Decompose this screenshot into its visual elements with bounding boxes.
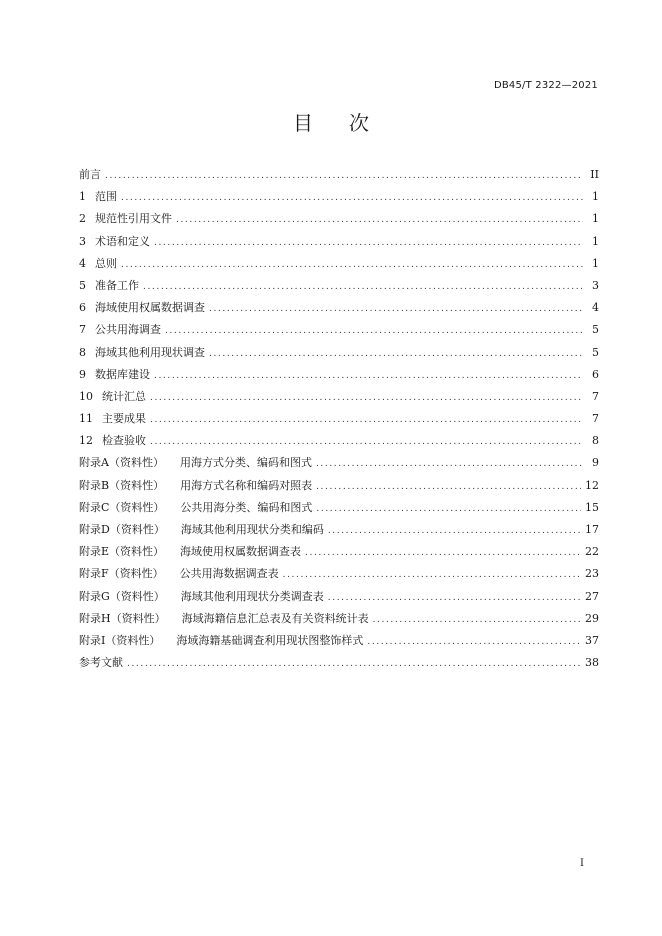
page-title [0, 107, 662, 136]
toc-entry[interactable] [79, 386, 599, 408]
toc-entry-number: 10 [79, 389, 93, 403]
toc-entry-number: 11 [79, 412, 93, 426]
toc-entry-title: 范围 [95, 190, 117, 204]
toc-entry-page: 7 [592, 412, 599, 426]
toc-entry-page: II [590, 168, 599, 181]
toc-entry-page: 22 [585, 545, 599, 559]
toc-entry[interactable] [79, 186, 599, 208]
toc-entry-label [79, 186, 117, 208]
toc-leader-dots [209, 298, 583, 320]
toc-entry[interactable] [79, 586, 599, 608]
toc-entry-title: 规范性引用文件 [95, 212, 172, 226]
toc-entry-label [79, 652, 123, 674]
toc-leader-dots [121, 254, 583, 276]
toc-leader-dots [367, 631, 581, 653]
toc-entry-page: 8 [592, 434, 599, 448]
toc-entry-page: 37 [585, 633, 599, 647]
toc-entry[interactable] [79, 563, 599, 585]
toc-entry-page: 4 [592, 301, 599, 315]
toc-entry-page: 1 [592, 256, 599, 270]
toc-entry[interactable] [79, 541, 599, 563]
toc-entry-title: 海域海籍信息汇总表及有关资料统计表 [181, 611, 369, 625]
toc-entry-page: 29 [585, 611, 599, 625]
toc-entry-number: 5 [79, 278, 86, 292]
toc-entry-appendix: 附录H（资料性） [79, 611, 166, 625]
toc-entry[interactable] [79, 497, 599, 519]
toc-entry-label [79, 364, 150, 386]
toc-entry-label [79, 430, 146, 452]
toc-entry-appendix: 附录I（资料性） [79, 633, 161, 647]
toc-entry-page: 9 [592, 456, 599, 470]
toc-entry[interactable] [79, 652, 599, 674]
footer-page-number: I [580, 858, 584, 869]
toc-entry-appendix: 附录C（资料性） [79, 500, 165, 514]
toc-entry-number: 7 [79, 323, 86, 337]
toc-entry[interactable] [79, 297, 599, 319]
toc-leader-dots [150, 431, 583, 453]
toc-entry-number: 8 [79, 345, 86, 359]
toc-leader-dots [283, 564, 581, 586]
toc-leader-dots [316, 453, 583, 475]
toc-leader-dots [154, 232, 583, 254]
toc-entry-page: 3 [592, 278, 599, 292]
toc-entry-label [79, 297, 205, 319]
page-title-char-2: 次 [349, 111, 369, 135]
toc-entry-label [79, 208, 172, 230]
toc-entry-label [79, 275, 139, 297]
toc-entry-title: 总则 [95, 256, 117, 270]
toc-entry-page: 27 [585, 589, 599, 603]
toc-entry-title: 主要成果 [102, 412, 146, 426]
toc-entry-label [79, 563, 279, 585]
toc-entry-number: 4 [79, 256, 86, 270]
toc-entry-label [79, 231, 150, 253]
toc-entry-label [79, 475, 312, 497]
toc-entry-page: 5 [592, 345, 599, 359]
toc-entry-appendix: 附录D（资料性） [79, 523, 165, 536]
document-code: DB45/T 2322—2021 [493, 80, 598, 91]
toc-entry-title: 数据库建设 [95, 367, 150, 381]
toc-entry-page: 12 [585, 478, 599, 492]
toc-entry-title: 海域使用权属数据调查表 [180, 545, 302, 559]
toc-entry-page: 1 [592, 190, 599, 204]
toc-entry-label [79, 541, 301, 563]
toc-entry[interactable] [79, 430, 599, 452]
toc-leader-dots [143, 276, 583, 298]
toc-entry-label [79, 608, 369, 630]
toc-entry-label [79, 164, 101, 186]
toc-leader-dots [316, 498, 581, 520]
toc-entry-title: 参考文献 [79, 656, 123, 670]
toc-entry-title: 术语和定义 [95, 234, 150, 248]
toc-entry-label [79, 497, 312, 519]
toc-entry[interactable] [79, 452, 599, 474]
toc-entry-title: 海域其他利用现状分类和编码 [180, 523, 324, 536]
toc-entry-page: 1 [592, 212, 599, 226]
toc-entry-label [79, 386, 146, 408]
toc-entry-appendix: 附录A（资料性） [79, 456, 164, 470]
toc-entry-page: 5 [592, 323, 599, 337]
toc-entry-page: 38 [585, 656, 599, 670]
toc-entry-title: 统计汇总 [102, 389, 146, 403]
toc-entry-appendix: 附录F（资料性） [79, 567, 164, 581]
toc-entry-number: 3 [79, 234, 86, 248]
toc-entry-number: 9 [79, 367, 86, 381]
toc-entry-title: 公共用海数据调查表 [179, 567, 279, 581]
toc-leader-dots [176, 209, 583, 231]
toc-entry-title: 检查验收 [102, 434, 146, 448]
toc-leader-dots [209, 343, 583, 365]
toc-entry-page: 6 [592, 367, 599, 381]
toc-leader-dots [373, 609, 581, 631]
toc-entry-label [79, 452, 312, 474]
toc-entry-title: 用海方式名称和编码对照表 [180, 478, 313, 492]
toc-entry[interactable] [79, 208, 599, 230]
toc-leader-dots [328, 587, 581, 609]
toc-leader-dots [328, 520, 581, 542]
toc-leader-dots [305, 542, 581, 564]
toc-entry-label [79, 319, 161, 341]
toc-entry-label [79, 630, 363, 652]
toc-entry-label [79, 408, 146, 430]
toc-entry[interactable] [79, 342, 599, 364]
toc-leader-dots [150, 409, 583, 431]
toc-entry-number: 6 [79, 301, 86, 315]
toc-entry-title: 公共用海分类、编码和图式 [180, 500, 313, 514]
toc-entry-label [79, 342, 205, 364]
toc-leader-dots [127, 653, 581, 675]
toc-entry-number: 1 [79, 190, 86, 204]
toc-entry-page: 1 [592, 234, 599, 248]
toc-entry-title: 海域海籍基础调查利用现状图整饰样式 [176, 633, 364, 647]
toc-entry-title: 前言 [79, 168, 101, 181]
page-title-char-1: 目 [293, 111, 313, 135]
toc-entry[interactable] [79, 408, 599, 430]
toc-entry[interactable] [79, 475, 599, 497]
toc-entry[interactable] [79, 519, 599, 541]
toc-entry[interactable] [79, 275, 599, 297]
toc-entry[interactable] [79, 608, 599, 630]
toc-entry-number: 12 [79, 434, 93, 448]
toc-entry-number: 2 [79, 212, 86, 226]
toc-entry-page: 7 [592, 389, 599, 403]
toc-leader-dots [105, 165, 583, 187]
toc-entry[interactable] [79, 253, 599, 275]
toc-leader-dots [316, 476, 581, 498]
toc-entry-appendix: 附录E（资料性） [79, 545, 165, 559]
toc-entry-title: 海域其他利用现状分类调查表 [180, 589, 324, 603]
toc-leader-dots [154, 365, 583, 387]
toc-entry-page: 23 [585, 567, 599, 581]
toc-entry-page: 17 [585, 523, 599, 536]
toc-entry[interactable] [79, 364, 599, 386]
toc-entry[interactable] [79, 630, 599, 652]
toc-entry-appendix: 附录G（资料性） [79, 589, 165, 603]
toc-entry-label [79, 253, 117, 275]
toc-leader-dots [121, 187, 583, 209]
toc-entry-title: 公共用海调查 [95, 323, 161, 337]
toc-leader-dots [150, 387, 583, 409]
toc-entry-appendix: 附录B（资料性） [79, 478, 165, 492]
toc-entry-title: 海域其他利用现状调查 [95, 345, 205, 359]
toc-entry-title: 海域使用权属数据调查 [95, 301, 205, 315]
toc-entry[interactable] [79, 164, 599, 186]
toc-entry-title: 用海方式分类、编码和图式 [179, 456, 312, 470]
toc-entry-label [79, 519, 324, 541]
table-of-contents [79, 164, 599, 674]
toc-entry-page: 15 [585, 500, 599, 514]
toc-entry-title: 准备工作 [95, 278, 139, 292]
toc-entry-label [79, 586, 324, 608]
toc-entry[interactable] [79, 319, 599, 341]
toc-leader-dots [165, 320, 583, 342]
toc-entry[interactable] [79, 231, 599, 253]
